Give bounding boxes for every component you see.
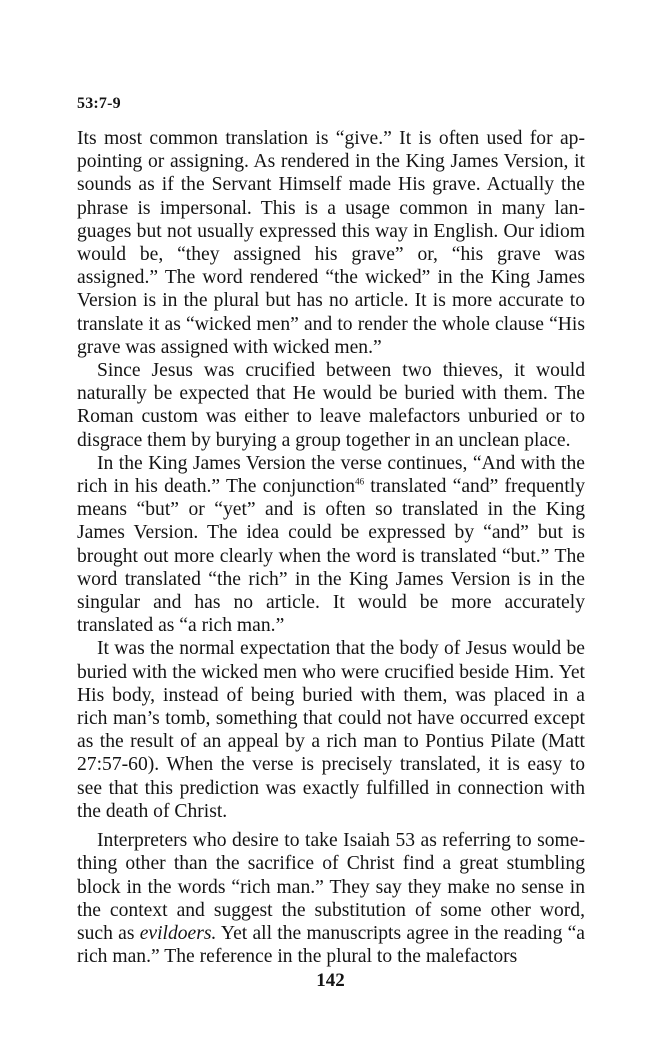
paragraph-4-text: It was the normal expectation that the body of Jesus would be buried with the wicked men who were crucified beside Him. Yet His body, instead of being buried with them, was placed in a rich man’s tomb, something that could not have occurred except as the result of an appeal by a rich man to Pontius Pilate (Matt 27:57-60). When the verse is precisely translated, it is easy to see that this prediction was exactly fulfilled in connection with the death of Christ. (77, 638, 585, 822)
body-text (77, 127, 585, 968)
paragraph-1-text: Its most common translation is “give.” It is often used for appointing or assigning. As rendered in the King James Version, it sounds as if the Servant Himself made His grave. Actually the phrase is impersonal. This is a usage common in many languages but not usually expressed this way in English. Our idiom would be, “they assigned his grave” or, “his grave was assigned.” The word rendered “the wicked” in the King James Version is in the plural but has no article. It is more accurate to translate it as “wicked men” and to render the whole clause “His grave was assigned with wicked men.” (77, 128, 585, 358)
running-head: 53:7-9 (77, 95, 121, 112)
paragraph-3-text-start: In the King James Version the verse continues, “And with the rich in his death.” The conjunction (77, 452, 585, 498)
italic-word: evildoers. (139, 922, 217, 944)
paragraph-2-text: Since Jesus was crucified between two thieves, it would naturally be expected that He would be buried with them. The Roman custom was either to leave malefactors unburied or to disgrace them by burying a group together in an unclean place. (77, 360, 585, 451)
paragraph-3-text-end: translated “and” frequently means “but” or “yet” and is often so translated in the King James Version. The idea could be expressed by “and” but is brought out more clearly when the word is translated “but.” The word translated “the rich” in the King James Version is in the singular and has no article. It would be more accurately translated as “a rich man.” (77, 476, 586, 637)
paragraph-5-text-start: Interpreters who desire to take Isaiah 53 as referring to something other than the sacrifice of Christ find a great stumbling block in the words “rich man.” They say they make no sense in the context and suggest the substitution of some other word, such as (77, 830, 585, 944)
page-number: 142 (316, 970, 345, 991)
paragraph-3 (77, 452, 585, 638)
paragraph-2 (77, 359, 585, 452)
footnote-reference: 46 (355, 476, 365, 487)
paragraph-5-text-end: Yet all the manuscripts agree in the reading “a rich man.” The reference in the plural to the malefactors (77, 922, 585, 968)
paragraph-5 (77, 829, 585, 968)
paragraph-1 (77, 127, 585, 359)
paragraph-4 (77, 637, 585, 823)
